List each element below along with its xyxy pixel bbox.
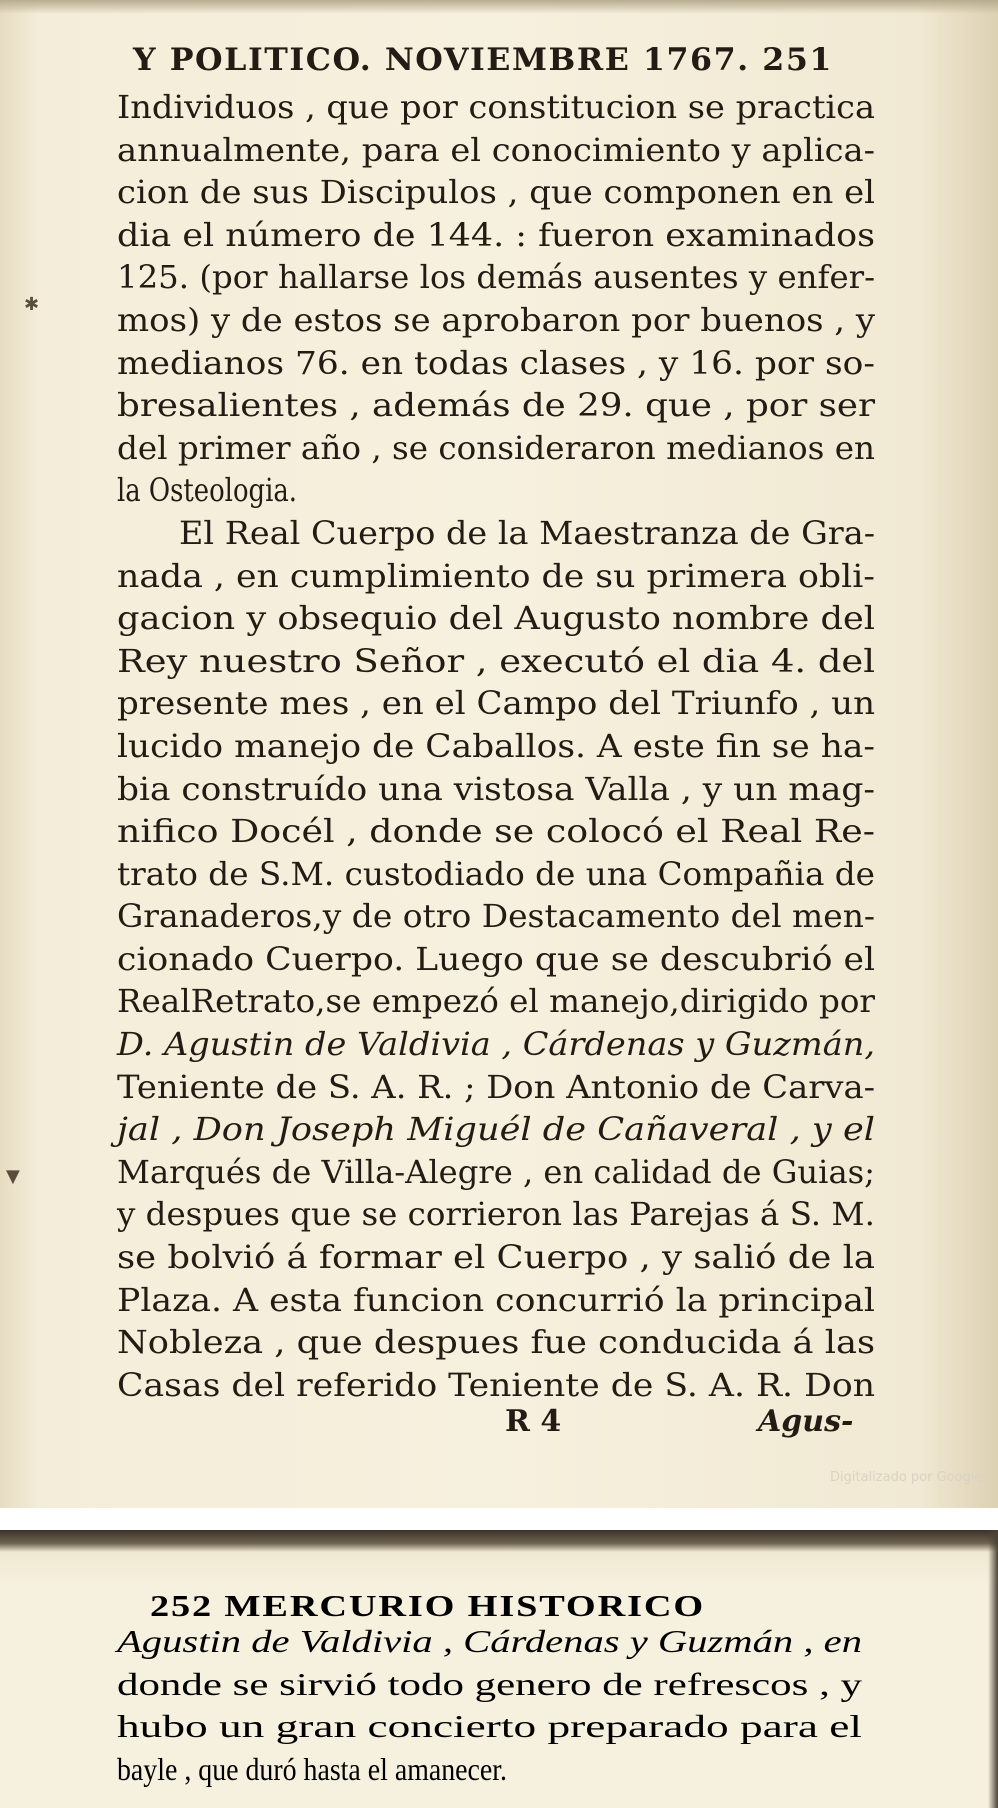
text-line-content: medianos 76. en todas clases , y 16. por so- [117, 343, 875, 382]
text-line-content: Individuos , que por constitucion se practica [117, 88, 875, 126]
signature-mark: R 4 [505, 1404, 562, 1439]
text-line-content: nifico Docél , donde se colocó el Real Re- [117, 812, 875, 851]
text-line [117, 299, 875, 342]
text-line [117, 1066, 875, 1109]
text-line [117, 768, 875, 811]
text-line-content: annualmente, para el conocimiento y aplica- [117, 130, 875, 169]
text-line [117, 1151, 875, 1194]
text-line [117, 427, 875, 470]
text-line [117, 640, 875, 683]
text-line-content: la Osteologia. [117, 471, 297, 510]
catchword: Agus- [758, 1404, 854, 1439]
text-line [117, 1193, 875, 1236]
body-text-page-252 [117, 1620, 875, 1790]
text-line-content: bayle , que duró hasta el amanecer. [117, 1750, 507, 1787]
page-top-edge [0, 1530, 998, 1552]
text-line [117, 342, 875, 385]
text-line-content: se bolvió á formar el Cuerpo , y salió de la [117, 1238, 876, 1277]
text-line [117, 1023, 875, 1066]
text-line [117, 980, 875, 1023]
text-line [117, 171, 875, 214]
text-line [117, 1321, 875, 1364]
text-line-content: trato de S.M. custodiado de una Compañia de [117, 854, 875, 893]
text-line-content: Nobleza , que despues fue conducida á las [117, 1323, 875, 1362]
text-line [117, 384, 875, 427]
text-line [117, 1236, 875, 1279]
margin-mark-icon: ✱ [24, 294, 40, 315]
page-top-shadow [0, 0, 998, 14]
text-line-content: D. Agustin de Valdivia , Cárdenas y Guzmán, [117, 1025, 875, 1064]
text-line [117, 469, 875, 512]
text-line-content: gacion y obsequio del Augusto nombre del [117, 599, 875, 638]
text-line-content: presente mes , en el Campo del Triunfo , un [117, 684, 875, 723]
text-line-content: Plaza. A esta funcion concurrió la principal [117, 1280, 875, 1319]
text-line [117, 895, 875, 938]
text-line-content: nada , en cumplimiento de su primera obli- [117, 556, 876, 595]
text-line [117, 597, 875, 640]
text-line-content: cion de sus Discipulos , que componen en el [117, 173, 875, 212]
text-line [117, 1364, 875, 1407]
running-head: Y POLITICO. NOVIEMBRE 1767. 251 [133, 42, 833, 78]
text-line-content: hubo un gran concierto preparado para el [117, 1708, 862, 1745]
text-line-content: lucido manejo de Caballos. A este fin se ha- [117, 726, 876, 765]
text-line [117, 214, 875, 257]
text-line-content: Marqués de Villa-Alegre , en calidad de Guias; [117, 1152, 876, 1191]
text-line-content: Granaderos,y de otro Destacamento del men- [117, 897, 876, 936]
text-line-content: RealRetrato,se empezó el manejo,dirigido por [117, 982, 875, 1021]
text-line [117, 1663, 875, 1706]
text-line [117, 1279, 875, 1322]
watermark: Digitalizado por Google [830, 1470, 983, 1485]
text-line [117, 1620, 875, 1663]
text-line [117, 555, 875, 598]
page-footer [0, 1404, 998, 1444]
text-line [117, 86, 875, 129]
text-line-content: dia el número de 144. : fueron examinados [117, 215, 875, 254]
bleed-through-text [650, 472, 652, 497]
text-line-content: cionado Cuerpo. Luego que se descubrió el [117, 939, 875, 978]
running-head-page-252: 252 MERCURIO HISTORICO [150, 1588, 705, 1623]
text-line [117, 810, 875, 853]
text-line-content: y despues que se corrieron las Parejas á S. M. [117, 1195, 875, 1234]
text-line [117, 256, 875, 299]
text-line-content: 125. (por hallarse los demás ausentes y enfer- [117, 258, 875, 297]
text-line-content: Agustin de Valdivia , Cárdenas y Guzmán , en [117, 1623, 862, 1659]
text-line-content: Rey nuestro Señor , executó el dia 4. del [117, 641, 875, 680]
text-line-content: El Real Cuerpo de la Maestranza de Gra- [179, 513, 875, 552]
text-line [117, 1108, 875, 1151]
text-line [117, 512, 875, 555]
text-line-content: Casas del referido Teniente de S. A. R. Don [117, 1365, 875, 1404]
text-line [117, 725, 875, 768]
text-line [117, 853, 875, 896]
text-line [117, 1748, 875, 1791]
text-line-content: bresalientes , además de 29. que , por ser [117, 386, 875, 425]
margin-mark-icon: ▼ [6, 1166, 20, 1187]
body-text [117, 86, 875, 1406]
page-right-edge [988, 1530, 998, 1808]
text-line [117, 682, 875, 725]
text-line-content: Teniente de S. A. R. ; Don Antonio de Carva- [117, 1067, 875, 1106]
text-line [117, 938, 875, 981]
text-line-content: donde se sirvió todo genero de refrescos , y [117, 1665, 862, 1702]
text-line [117, 1705, 875, 1748]
text-line-content: del primer año , se consideraron medianos en [117, 428, 876, 467]
text-line [117, 129, 875, 172]
text-line-content: jal , Don Joseph Miguél de Cañaveral , y el [117, 1110, 875, 1149]
text-line-content: bia construído una vistosa Valla , y un mag- [117, 769, 875, 808]
text-line-content: mos) y de estos se aprobaron por buenos , y [117, 300, 876, 339]
